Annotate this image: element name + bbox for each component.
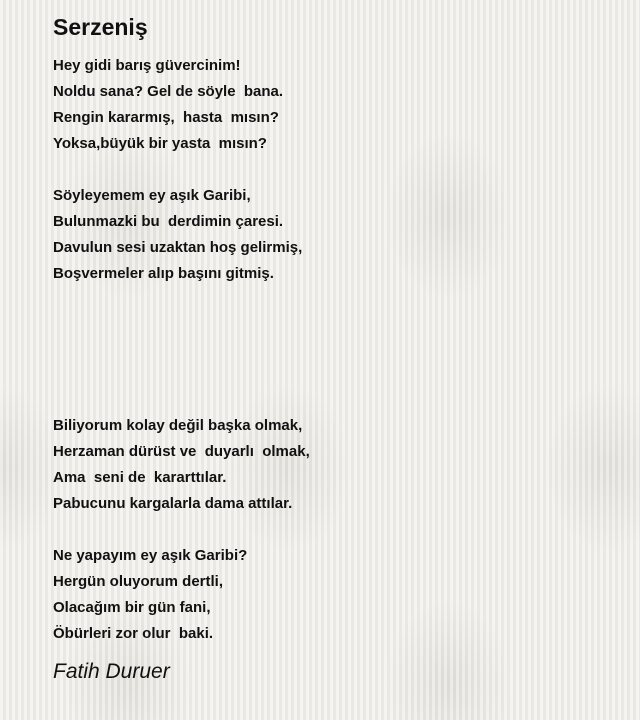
poem-line: Rengin kararmış, hasta mısın? (53, 109, 279, 126)
poem-line: Hergün oluyorum dertli, (53, 573, 224, 590)
poem-line: Yoksa,büyük bir yasta mısın? (53, 135, 267, 152)
poem-line: Öbürleri zor olur baki. (53, 625, 214, 642)
poem-line: Pabucunu kargalarla dama attılar. (53, 495, 293, 512)
poem-line: Bulunmazki bu derdimin çaresi. (53, 213, 284, 230)
stanza-4 (53, 543, 247, 647)
poem-line: Davulun sesi uzaktan hoş gelirmiş, (53, 239, 303, 256)
poem-line: Biliyorum kolay değil başka olmak, (53, 417, 303, 434)
poem-title: Serzeniş (53, 14, 148, 40)
poem-page (53, 0, 623, 720)
poem-line: Ama seni de kararttılar. (53, 469, 227, 486)
stanza-2 (53, 183, 302, 287)
poem-line: Hey gidi barış güvercinim! (53, 57, 241, 74)
stanza-3 (53, 413, 310, 517)
poem-line: Söyleyemem ey aşık Garibi, (53, 187, 251, 204)
poem-line: Boşvermeler alıp başını gitmiş. (53, 265, 274, 282)
stanza-1 (53, 53, 283, 157)
poem-line: Herzaman dürüst ve duyarlı olmak, (53, 443, 310, 460)
poem-line: Ne yapayım ey aşık Garibi? (53, 547, 248, 564)
poem-author: Fatih Duruer (53, 660, 170, 683)
poem-line: Olacağım bir gün fani, (53, 599, 211, 616)
poem-line: Noldu sana? Gel de söyle bana. (53, 83, 284, 100)
